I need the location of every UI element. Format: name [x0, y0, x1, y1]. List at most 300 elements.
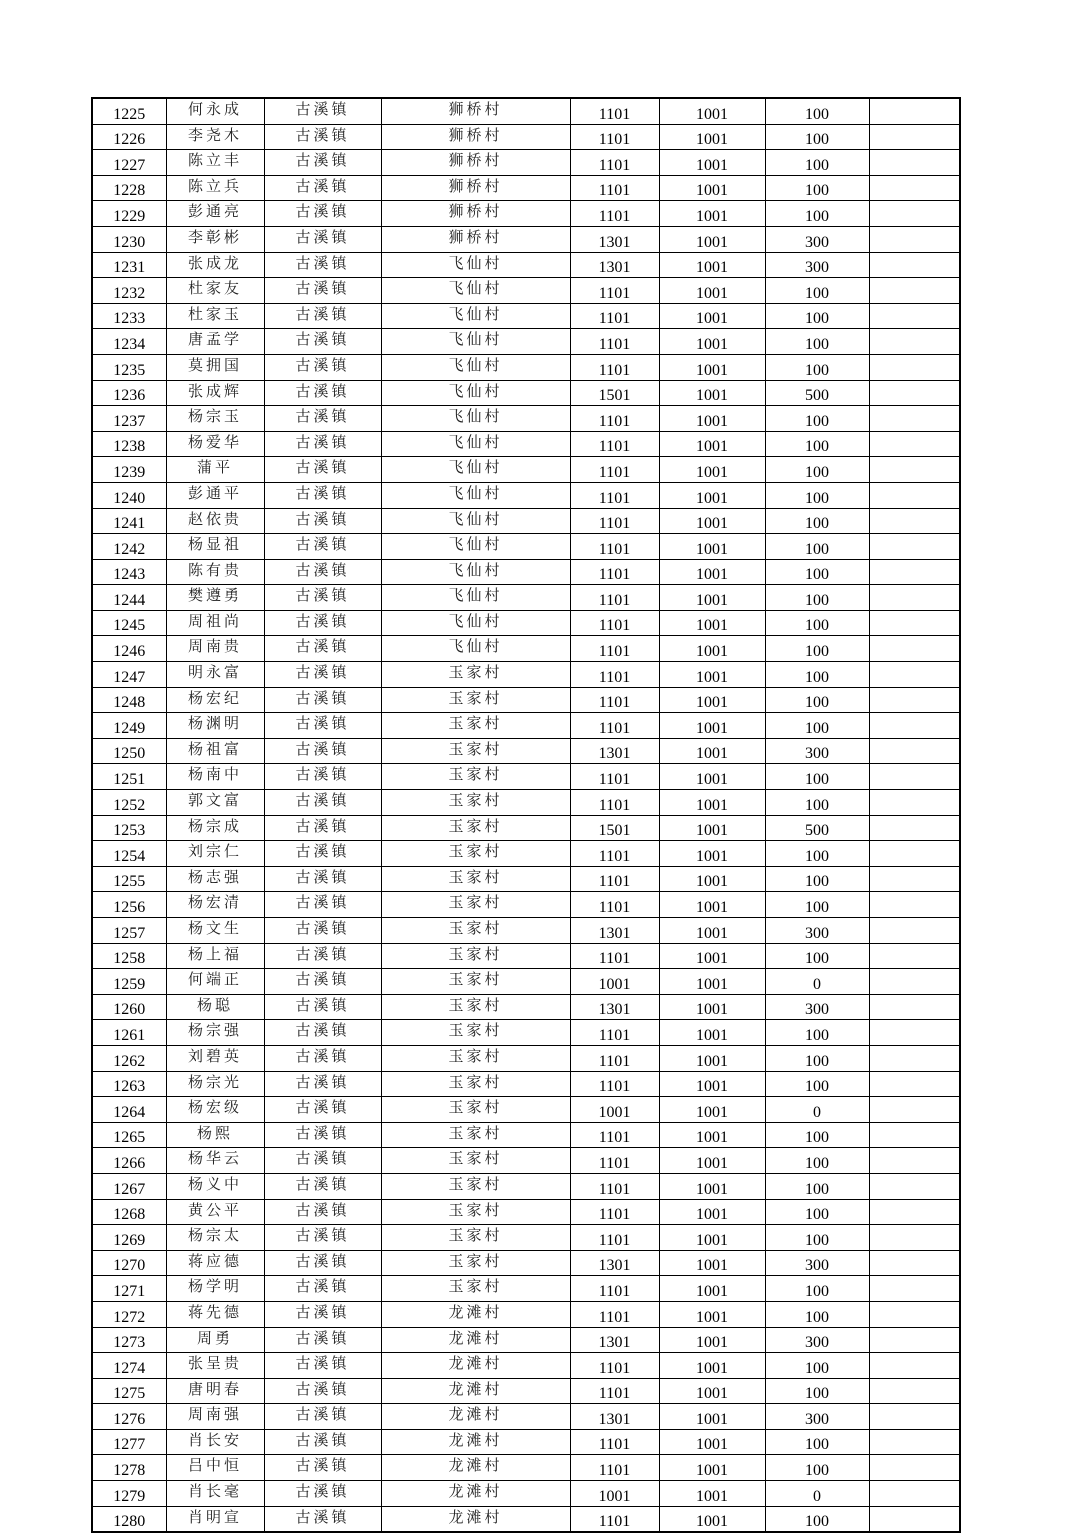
cell-code1: 1301 — [570, 738, 659, 764]
cell-code1: 1301 — [570, 1250, 659, 1276]
cell-amount: 300 — [765, 918, 869, 944]
cell-code1: 1101 — [570, 585, 659, 611]
cell-name: 周祖尚 — [166, 610, 264, 636]
cell-code1: 1101 — [570, 1353, 659, 1379]
cell-remark — [869, 175, 960, 201]
cell-name: 吕中恒 — [166, 1455, 264, 1481]
cell-name: 周勇 — [166, 1327, 264, 1353]
cell-code2: 1001 — [659, 764, 765, 790]
cell-village: 飞仙村 — [381, 406, 570, 432]
cell-name: 蒲平 — [166, 457, 264, 483]
cell-code2: 1001 — [659, 431, 765, 457]
cell-code2: 1001 — [659, 918, 765, 944]
cell-name: 樊遵勇 — [166, 585, 264, 611]
cell-amount: 300 — [765, 1327, 869, 1353]
cell-code2: 1001 — [659, 508, 765, 534]
cell-code1: 1101 — [570, 534, 659, 560]
cell-name: 肖长毫 — [166, 1481, 264, 1507]
cell-town: 古溪镇 — [264, 1353, 381, 1379]
cell-code1: 1101 — [570, 1378, 659, 1404]
cell-remark — [869, 1020, 960, 1046]
cell-town: 古溪镇 — [264, 866, 381, 892]
cell-no: 1278 — [92, 1455, 166, 1481]
cell-remark — [869, 687, 960, 713]
cell-code2: 1001 — [659, 534, 765, 560]
cell-remark — [869, 815, 960, 841]
cell-code2: 1001 — [659, 278, 765, 304]
cell-no: 1233 — [92, 303, 166, 329]
cell-name: 杨宗强 — [166, 1020, 264, 1046]
cell-amount: 100 — [765, 636, 869, 662]
cell-remark — [869, 1506, 960, 1532]
cell-remark — [869, 201, 960, 227]
cell-no: 1239 — [92, 457, 166, 483]
cell-no: 1230 — [92, 226, 166, 252]
cell-amount: 100 — [765, 1429, 869, 1455]
cell-town: 古溪镇 — [264, 559, 381, 585]
cell-remark — [869, 918, 960, 944]
cell-village: 狮桥村 — [381, 201, 570, 227]
cell-no: 1264 — [92, 1097, 166, 1123]
table-row — [92, 1506, 960, 1532]
table-row — [92, 1250, 960, 1276]
cell-amount: 100 — [765, 354, 869, 380]
cell-town: 古溪镇 — [264, 98, 381, 124]
cell-remark — [869, 1455, 960, 1481]
cell-remark — [869, 354, 960, 380]
cell-remark — [869, 662, 960, 688]
cell-remark — [869, 943, 960, 969]
cell-amount: 100 — [765, 1301, 869, 1327]
cell-amount: 100 — [765, 1378, 869, 1404]
cell-code1: 1101 — [570, 457, 659, 483]
cell-amount: 100 — [765, 303, 869, 329]
cell-no: 1247 — [92, 662, 166, 688]
cell-code2: 1001 — [659, 175, 765, 201]
cell-town: 古溪镇 — [264, 1020, 381, 1046]
cell-remark — [869, 1122, 960, 1148]
cell-code1: 1101 — [570, 1276, 659, 1302]
table-row — [92, 636, 960, 662]
cell-village: 飞仙村 — [381, 482, 570, 508]
cell-code1: 1301 — [570, 918, 659, 944]
table-row — [92, 508, 960, 534]
cell-remark — [869, 278, 960, 304]
cell-code2: 1001 — [659, 610, 765, 636]
cell-village: 玉家村 — [381, 738, 570, 764]
cell-amount: 100 — [765, 585, 869, 611]
cell-name: 杨志强 — [166, 866, 264, 892]
table-row — [92, 994, 960, 1020]
cell-no: 1255 — [92, 866, 166, 892]
cell-no: 1227 — [92, 150, 166, 176]
cell-name: 何永成 — [166, 98, 264, 124]
cell-town: 古溪镇 — [264, 943, 381, 969]
cell-name: 周南强 — [166, 1404, 264, 1430]
cell-code2: 1001 — [659, 738, 765, 764]
cell-code2: 1001 — [659, 457, 765, 483]
cell-code2: 1001 — [659, 1276, 765, 1302]
table-row — [92, 764, 960, 790]
table-row — [92, 1173, 960, 1199]
cell-amount: 0 — [765, 1097, 869, 1123]
table-row — [92, 1071, 960, 1097]
cell-no: 1271 — [92, 1276, 166, 1302]
cell-remark — [869, 969, 960, 995]
cell-remark — [869, 1404, 960, 1430]
cell-name: 陈有贵 — [166, 559, 264, 585]
cell-amount: 100 — [765, 943, 869, 969]
cell-remark — [869, 1097, 960, 1123]
cell-code1: 1001 — [570, 969, 659, 995]
cell-town: 古溪镇 — [264, 1506, 381, 1532]
cell-no: 1238 — [92, 431, 166, 457]
cell-code2: 1001 — [659, 226, 765, 252]
cell-no: 1244 — [92, 585, 166, 611]
table-row — [92, 713, 960, 739]
cell-no: 1248 — [92, 687, 166, 713]
cell-code1: 1101 — [570, 201, 659, 227]
cell-town: 古溪镇 — [264, 175, 381, 201]
cell-no: 1242 — [92, 534, 166, 560]
cell-amount: 300 — [765, 252, 869, 278]
cell-no: 1254 — [92, 841, 166, 867]
cell-village: 龙滩村 — [381, 1327, 570, 1353]
cell-remark — [869, 636, 960, 662]
cell-name: 杨义中 — [166, 1173, 264, 1199]
cell-town: 古溪镇 — [264, 687, 381, 713]
table-row — [92, 1020, 960, 1046]
cell-code2: 1001 — [659, 1327, 765, 1353]
cell-village: 玉家村 — [381, 1045, 570, 1071]
table-row — [92, 201, 960, 227]
cell-code1: 1101 — [570, 841, 659, 867]
cell-amount: 100 — [765, 457, 869, 483]
cell-village: 玉家村 — [381, 1199, 570, 1225]
cell-remark — [869, 1429, 960, 1455]
cell-code2: 1001 — [659, 866, 765, 892]
cell-code1: 1101 — [570, 482, 659, 508]
cell-remark — [869, 98, 960, 124]
cell-code1: 1101 — [570, 713, 659, 739]
cell-town: 古溪镇 — [264, 508, 381, 534]
cell-name: 何端正 — [166, 969, 264, 995]
cell-remark — [869, 124, 960, 150]
cell-code1: 1301 — [570, 994, 659, 1020]
cell-code2: 1001 — [659, 1071, 765, 1097]
table-row — [92, 1378, 960, 1404]
cell-amount: 100 — [765, 713, 869, 739]
cell-village: 玉家村 — [381, 1148, 570, 1174]
cell-town: 古溪镇 — [264, 1404, 381, 1430]
table-row — [92, 1097, 960, 1123]
cell-town: 古溪镇 — [264, 431, 381, 457]
cell-name: 杨宗玉 — [166, 406, 264, 432]
table-row — [92, 98, 960, 124]
cell-remark — [869, 841, 960, 867]
cell-remark — [869, 226, 960, 252]
cell-amount: 500 — [765, 380, 869, 406]
cell-amount: 300 — [765, 738, 869, 764]
cell-village: 飞仙村 — [381, 508, 570, 534]
cell-name: 杨宗光 — [166, 1071, 264, 1097]
cell-amount: 100 — [765, 1199, 869, 1225]
cell-code1: 1101 — [570, 1020, 659, 1046]
cell-code1: 1101 — [570, 1225, 659, 1251]
cell-remark — [869, 764, 960, 790]
cell-amount: 100 — [765, 329, 869, 355]
cell-village: 飞仙村 — [381, 380, 570, 406]
table-row — [92, 559, 960, 585]
cell-code1: 1501 — [570, 380, 659, 406]
cell-code2: 1001 — [659, 559, 765, 585]
cell-code2: 1001 — [659, 1148, 765, 1174]
cell-no: 1276 — [92, 1404, 166, 1430]
cell-town: 古溪镇 — [264, 482, 381, 508]
cell-town: 古溪镇 — [264, 278, 381, 304]
cell-code1: 1101 — [570, 1045, 659, 1071]
table-row — [92, 431, 960, 457]
cell-remark — [869, 585, 960, 611]
cell-village: 狮桥村 — [381, 124, 570, 150]
cell-village: 玉家村 — [381, 1276, 570, 1302]
cell-no: 1257 — [92, 918, 166, 944]
cell-code2: 1001 — [659, 1378, 765, 1404]
cell-no: 1267 — [92, 1173, 166, 1199]
cell-code2: 1001 — [659, 380, 765, 406]
cell-name: 杨文生 — [166, 918, 264, 944]
cell-name: 杨爱华 — [166, 431, 264, 457]
cell-code2: 1001 — [659, 892, 765, 918]
table-row — [92, 1225, 960, 1251]
cell-code2: 1001 — [659, 1122, 765, 1148]
table-row — [92, 1301, 960, 1327]
cell-village: 玉家村 — [381, 1122, 570, 1148]
cell-code1: 1101 — [570, 687, 659, 713]
cell-no: 1245 — [92, 610, 166, 636]
cell-town: 古溪镇 — [264, 815, 381, 841]
cell-code1: 1101 — [570, 1199, 659, 1225]
cell-code2: 1001 — [659, 1225, 765, 1251]
cell-village: 玉家村 — [381, 1020, 570, 1046]
cell-town: 古溪镇 — [264, 1097, 381, 1123]
cell-no: 1273 — [92, 1327, 166, 1353]
cell-code1: 1101 — [570, 124, 659, 150]
cell-town: 古溪镇 — [264, 329, 381, 355]
cell-town: 古溪镇 — [264, 636, 381, 662]
cell-amount: 100 — [765, 1225, 869, 1251]
cell-code2: 1001 — [659, 1045, 765, 1071]
cell-no: 1251 — [92, 764, 166, 790]
cell-amount: 100 — [765, 1148, 869, 1174]
table-row — [92, 303, 960, 329]
cell-town: 古溪镇 — [264, 226, 381, 252]
table-row — [92, 1481, 960, 1507]
cell-town: 古溪镇 — [264, 1455, 381, 1481]
cell-no: 1235 — [92, 354, 166, 380]
cell-village: 玉家村 — [381, 1250, 570, 1276]
cell-code2: 1001 — [659, 150, 765, 176]
cell-name: 刘宗仁 — [166, 841, 264, 867]
cell-name: 彭通亮 — [166, 201, 264, 227]
table-row — [92, 1353, 960, 1379]
table-row — [92, 1276, 960, 1302]
cell-code1: 1101 — [570, 943, 659, 969]
cell-name: 唐孟学 — [166, 329, 264, 355]
cell-remark — [869, 1481, 960, 1507]
table-row — [92, 815, 960, 841]
cell-code1: 1101 — [570, 790, 659, 816]
cell-no: 1253 — [92, 815, 166, 841]
cell-village: 玉家村 — [381, 1225, 570, 1251]
cell-no: 1263 — [92, 1071, 166, 1097]
table-row — [92, 150, 960, 176]
cell-code1: 1101 — [570, 1455, 659, 1481]
cell-village: 飞仙村 — [381, 610, 570, 636]
cell-amount: 0 — [765, 969, 869, 995]
table-row — [92, 1199, 960, 1225]
table-row — [92, 1327, 960, 1353]
table-row — [92, 1429, 960, 1455]
cell-no: 1266 — [92, 1148, 166, 1174]
cell-code1: 1101 — [570, 150, 659, 176]
cell-code1: 1101 — [570, 1301, 659, 1327]
cell-amount: 100 — [765, 1071, 869, 1097]
cell-no: 1226 — [92, 124, 166, 150]
cell-town: 古溪镇 — [264, 150, 381, 176]
cell-village: 飞仙村 — [381, 559, 570, 585]
cell-town: 古溪镇 — [264, 457, 381, 483]
cell-amount: 100 — [765, 1353, 869, 1379]
cell-code2: 1001 — [659, 994, 765, 1020]
cell-town: 古溪镇 — [264, 201, 381, 227]
table-row — [92, 585, 960, 611]
cell-code1: 1301 — [570, 252, 659, 278]
cell-name: 杨上福 — [166, 943, 264, 969]
cell-no: 1261 — [92, 1020, 166, 1046]
cell-code2: 1001 — [659, 406, 765, 432]
cell-code2: 1001 — [659, 815, 765, 841]
cell-name: 杨宗成 — [166, 815, 264, 841]
cell-village: 玉家村 — [381, 815, 570, 841]
cell-code2: 1001 — [659, 687, 765, 713]
cell-code1: 1101 — [570, 1148, 659, 1174]
cell-remark — [869, 1225, 960, 1251]
cell-amount: 300 — [765, 1404, 869, 1430]
cell-name: 唐明春 — [166, 1378, 264, 1404]
table-row — [92, 278, 960, 304]
cell-code2: 1001 — [659, 1097, 765, 1123]
cell-code1: 1101 — [570, 175, 659, 201]
cell-town: 古溪镇 — [264, 1071, 381, 1097]
cell-no: 1256 — [92, 892, 166, 918]
cell-name: 肖明宣 — [166, 1506, 264, 1532]
cell-village: 玉家村 — [381, 764, 570, 790]
cell-village: 玉家村 — [381, 713, 570, 739]
table-row — [92, 610, 960, 636]
cell-code2: 1001 — [659, 1455, 765, 1481]
cell-name: 杨学明 — [166, 1276, 264, 1302]
cell-amount: 100 — [765, 534, 869, 560]
cell-remark — [869, 457, 960, 483]
cell-code2: 1001 — [659, 1353, 765, 1379]
table-row — [92, 1122, 960, 1148]
cell-amount: 100 — [765, 1122, 869, 1148]
cell-name: 明永富 — [166, 662, 264, 688]
cell-village: 飞仙村 — [381, 636, 570, 662]
cell-amount: 100 — [765, 610, 869, 636]
table-row — [92, 1404, 960, 1430]
cell-town: 古溪镇 — [264, 713, 381, 739]
cell-remark — [869, 380, 960, 406]
table-row — [92, 892, 960, 918]
cell-name: 杨渊明 — [166, 713, 264, 739]
table-row — [92, 380, 960, 406]
cell-code2: 1001 — [659, 585, 765, 611]
cell-village: 狮桥村 — [381, 226, 570, 252]
cell-amount: 100 — [765, 431, 869, 457]
cell-no: 1275 — [92, 1378, 166, 1404]
cell-village: 龙滩村 — [381, 1506, 570, 1532]
cell-code2: 1001 — [659, 636, 765, 662]
cell-name: 赵依贵 — [166, 508, 264, 534]
table-row — [92, 738, 960, 764]
cell-town: 古溪镇 — [264, 662, 381, 688]
cell-town: 古溪镇 — [264, 1173, 381, 1199]
cell-remark — [869, 790, 960, 816]
cell-code1: 1101 — [570, 329, 659, 355]
cell-name: 蒋应德 — [166, 1250, 264, 1276]
table-row — [92, 841, 960, 867]
cell-code2: 1001 — [659, 124, 765, 150]
cell-name: 莫拥国 — [166, 354, 264, 380]
cell-village: 玉家村 — [381, 943, 570, 969]
cell-name: 李尧木 — [166, 124, 264, 150]
cell-village: 玉家村 — [381, 662, 570, 688]
cell-name: 杨祖富 — [166, 738, 264, 764]
cell-code1: 1101 — [570, 662, 659, 688]
cell-village: 玉家村 — [381, 1097, 570, 1123]
cell-amount: 100 — [765, 508, 869, 534]
cell-code2: 1001 — [659, 252, 765, 278]
table-row — [92, 1455, 960, 1481]
cell-town: 古溪镇 — [264, 1429, 381, 1455]
cell-village: 狮桥村 — [381, 98, 570, 124]
cell-no: 1234 — [92, 329, 166, 355]
cell-town: 古溪镇 — [264, 1378, 381, 1404]
table-row — [92, 406, 960, 432]
cell-remark — [869, 329, 960, 355]
cell-amount: 100 — [765, 406, 869, 432]
cell-amount: 300 — [765, 226, 869, 252]
cell-code2: 1001 — [659, 969, 765, 995]
cell-town: 古溪镇 — [264, 1276, 381, 1302]
cell-no: 1260 — [92, 994, 166, 1020]
cell-code1: 1101 — [570, 1506, 659, 1532]
table-row — [92, 687, 960, 713]
cell-amount: 100 — [765, 559, 869, 585]
cell-remark — [869, 1301, 960, 1327]
cell-village: 玉家村 — [381, 918, 570, 944]
cell-name: 张呈贵 — [166, 1353, 264, 1379]
cell-amount: 100 — [765, 1455, 869, 1481]
cell-no: 1265 — [92, 1122, 166, 1148]
cell-amount: 100 — [765, 278, 869, 304]
cell-village: 玉家村 — [381, 969, 570, 995]
cell-amount: 100 — [765, 1276, 869, 1302]
cell-no: 1277 — [92, 1429, 166, 1455]
cell-amount: 100 — [765, 1173, 869, 1199]
